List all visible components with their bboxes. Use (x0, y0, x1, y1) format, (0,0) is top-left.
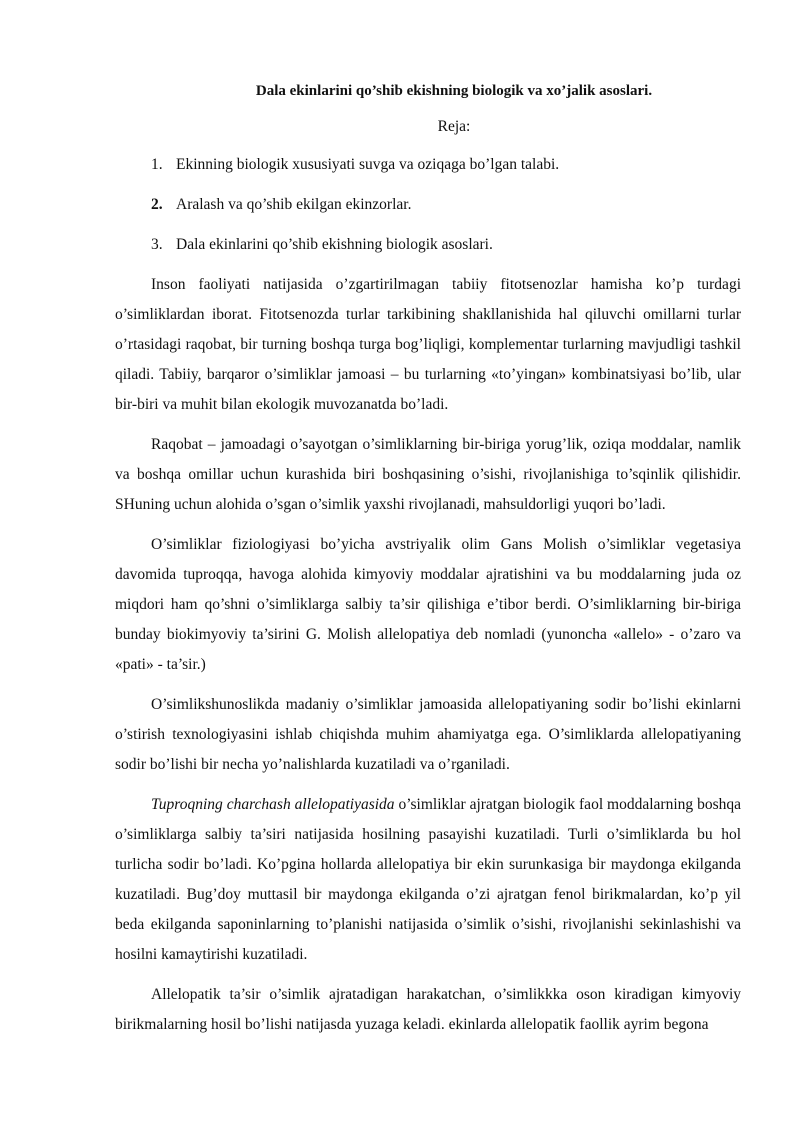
body-paragraph: Inson faoliyati natijasida o’zgartirilmagan tabiiy fitotsenozlar hamisha ko’p turdagi o’simliklardan iborat. Fitotsenozda turlar tarkibining shakllanishida hal qiluvchi omillarni turlar o’rtasidagi raqobat, bir turning boshqa turga bog’liqligi, komplementar turlarning mavjudligi tashkil qiladi. Tabiiy, barqaror o’simliklar jamoasi – bu turlarning «to’yingan» kombinatsiyasi bo’lib, ular bir-biri va muhit bilan ekologik muvozanatda bo’ladi. (115, 276, 741, 413)
body-paragraph: O’simlikshunoslikda madaniy o’simliklar jamoasida allelopatiyaning sodir bo’lishi ekinlarni o’stirish texnologiyasini ishlab chiqishda muhim ahamiyatga ega. O’simliklarda allelopatiyaning sodir bo’lishi bir necha yo’nalishlarda kuzatiladi va o’rganiladi. (115, 696, 741, 773)
plan-item-text: Dala ekinlarini qo’shib ekishning biologik asoslari. (176, 236, 493, 253)
body-paragraph: O’simliklar fiziologiyasi bo’yicha avstriyalik olim Gans Molish o’simliklar vegetasiya davomida tuproqqa, havoga alohida kimyoviy moddalar ajratishini va bu moddalarning juda oz miqdori ham qo’shni o’simliklarga salbiy ta’sir qilishiga e’tibor berdi. O’simliklarning bir-biriga bunday biokimyoviy ta’sirini G. Molish allelopatiya deb nomladi (yunoncha «allelo» - o’zaro va «pati» - ta’sir.) (115, 536, 741, 673)
plan-item (151, 150, 741, 180)
plan-item-number: 2. (151, 196, 163, 213)
plan-item (151, 190, 741, 220)
plan-item (151, 230, 741, 260)
body-paragraph (115, 790, 741, 970)
plan-item-text: Ekinning biologik xususiyati suvga va oziqaga bo’lgan talabi. (176, 156, 560, 173)
document-title: Dala ekinlarini qo’shib ekishning biologik va xo’jalik asoslari. (255, 83, 653, 99)
plan-item-text: Aralash va qo’shib ekilgan ekinzorlar. (176, 196, 412, 213)
plan-item-number: 1. (151, 156, 163, 173)
plan-item-number: 3. (151, 236, 163, 253)
body-paragraph: Allelopatik ta’sir o’simlik ajratadigan harakatchan, o’simlikkka oson kiradigan kimyoviy birikmalarning hosil bo’lishi natijasda yuzaga keladi. ekinlarda allelopatik faollik ayrim begona (115, 986, 741, 1033)
plan-list (115, 150, 741, 260)
paragraph-text: o’simliklar ajratgan biologik faol moddalarning boshqa o’simliklarga salbiy ta’siri natijasida hosilning pasayishi kuzatiladi. Turli o’simliklarda bu hol turlicha sodir bo’ladi. Ko’pgina hollarda allelopatiya bir ekin surunkasiga bir maydonga ekilganda kuzatiladi. Bug’doy muttasil bir maydonga ekilganda o’zi ajratgan fenol birikmalardan, ko’p yil beda ekilganda saponinlarning to’planishi natijasida o’simlik o’sishi, rivojlanishi sekinlashishi va hosilni kamaytirishi kuzatiladi. (115, 796, 741, 963)
italic-term: Tuproqning charchash allelopatiyasida (151, 796, 395, 813)
plan-heading: Reja: (437, 118, 471, 135)
body-paragraph: Raqobat – jamoadagi o’sayotgan o’simliklarning bir-biriga yorug’lik, oziqa moddalar, namlik va boshqa omillar uchun kurashida biri boshqasining o’sishi, rivojlanishiga to’sqinlik qilishidir. SHuning uchun alohida o’sgan o’simlik yaxshi rivojlanadi, mahsuldorligi yuqori bo’ladi. (115, 436, 741, 513)
document-page (115, 76, 741, 1050)
